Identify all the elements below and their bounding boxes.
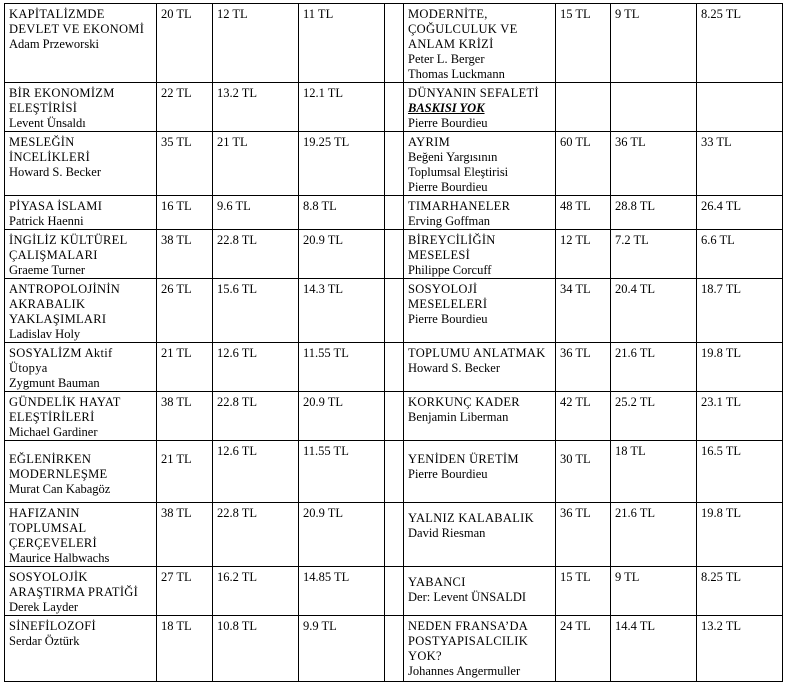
price-cell: 21.6 TL [611,503,697,567]
price-cell: 18.7 TL [697,279,783,343]
book-cell [404,503,556,567]
book-author: Pierre Bourdieu [408,467,488,481]
book-cell [5,567,157,616]
book-author: Michael Gardiner [9,425,98,439]
price-cell: 16.2 TL [213,567,299,616]
price-cell: 20.9 TL [299,230,385,279]
book-author: Patrick Haenni [9,214,84,228]
book-title: İNGİLİZ KÜLTÜREL ÇALIŞMALARI [9,233,128,262]
book-author: Levent Ünsaldı [9,116,86,130]
book-cell [5,503,157,567]
book-cell [5,343,157,392]
book-author: Pierre Bourdieu [408,116,488,130]
table-body [5,4,783,682]
book-author: Erving Goffman [408,214,491,228]
price-cell: 33 TL [697,132,783,196]
price-cell: 22.8 TL [213,503,299,567]
price-cell: 20.9 TL [299,503,385,567]
book-author: Howard S. Becker [9,165,101,179]
price-cell: 12.1 TL [299,83,385,132]
book-author: Howard S. Becker [408,361,500,375]
price-cell: 22.8 TL [213,392,299,441]
price-cell: 15 TL [556,4,611,83]
price-cell: 9 TL [611,567,697,616]
spacer-cell [385,343,404,392]
price-cell: 14.85 TL [299,567,385,616]
book-cell [5,616,157,682]
book-title: BİR EKONOMİZM ELEŞTİRİSİ [9,86,115,115]
book-title: GÜNDELİK HAYAT ELEŞTİRİLERİ [9,395,121,424]
price-cell: 9.9 TL [299,616,385,682]
book-cell [5,392,157,441]
spacer-cell [385,132,404,196]
book-title: SOSYOLOJİK ARAŞTIRMA PRATİĞİ [9,570,139,599]
price-cell: 24 TL [556,616,611,682]
price-cell: 34 TL [556,279,611,343]
price-cell: 19.8 TL [697,343,783,392]
price-cell: 22 TL [157,83,213,132]
book-cell [5,196,157,230]
table-row [5,503,783,567]
price-cell: 6.6 TL [697,230,783,279]
price-cell: 26 TL [157,279,213,343]
book-title: YALNIZ KALABALIK [408,511,534,525]
book-title: EĞLENİRKEN MODERNLEŞME [9,452,108,481]
price-cell: 28.8 TL [611,196,697,230]
price-cell: 18 TL [611,441,697,503]
price-cell: 13.2 TL [213,83,299,132]
book-author: Zygmunt Bauman [9,376,100,390]
book-title: KORKUNÇ KADER [408,395,520,409]
price-cell [611,83,697,132]
book-title: NEDEN FRANSA’DA POSTYAPISALCILIK YOK? [408,619,529,663]
book-cell [5,279,157,343]
price-cell: 36 TL [556,343,611,392]
price-cell: 20.4 TL [611,279,697,343]
price-cell: 9.6 TL [213,196,299,230]
price-cell: 36 TL [556,503,611,567]
price-cell: 19.25 TL [299,132,385,196]
book-cell [404,343,556,392]
price-cell: 8.25 TL [697,4,783,83]
price-cell: 21.6 TL [611,343,697,392]
spacer-cell [385,441,404,503]
price-cell: 13.2 TL [697,616,783,682]
book-author: Derek Layder [9,600,79,614]
book-title: SİNEFİLOZOFİ [9,619,96,633]
book-author: Ladislav Holy [9,327,81,341]
price-cell: 16.5 TL [697,441,783,503]
spacer-cell [385,503,404,567]
book-author: Graeme Turner [9,263,86,277]
price-cell: 60 TL [556,132,611,196]
price-cell: 27 TL [157,567,213,616]
book-cell [404,279,556,343]
price-cell [697,83,783,132]
book-title: TIMARHANELER [408,199,511,213]
book-title: SOSYALİZM Aktif Ütopya [9,346,113,375]
price-cell: 36 TL [611,132,697,196]
spacer-cell [385,616,404,682]
price-cell: 25.2 TL [611,392,697,441]
price-cell: 12 TL [213,4,299,83]
price-cell: 35 TL [157,132,213,196]
book-subtitle: Beğeni Yargısının Toplumsal Eleştirisi [408,150,509,179]
book-author: Thomas Luckmann [408,67,505,81]
price-cell: 20 TL [157,4,213,83]
book-author: Johannes Angermuller [408,664,521,678]
book-cell [404,441,556,503]
price-cell: 21 TL [213,132,299,196]
table-row [5,132,783,196]
price-cell: 38 TL [157,392,213,441]
price-cell: 15 TL [556,567,611,616]
book-author: Serdar Öztürk [9,634,80,648]
price-cell: 8.25 TL [697,567,783,616]
book-title: MESLEĞİN İNCELİKLERİ [9,135,91,164]
price-cell: 11.55 TL [299,441,385,503]
price-cell: 20.9 TL [299,392,385,441]
price-cell: 23.1 TL [697,392,783,441]
book-title: TOPLUMU ANLATMAK [408,346,546,360]
book-title: DÜNYANIN SEFALETİ [408,86,539,100]
spacer-cell [385,567,404,616]
price-cell: 26.4 TL [697,196,783,230]
price-cell: 14.3 TL [299,279,385,343]
book-author: David Riesman [408,526,486,540]
spacer-cell [385,4,404,83]
spacer-cell [385,83,404,132]
book-cell [404,4,556,83]
price-cell: 19.8 TL [697,503,783,567]
book-cell [404,196,556,230]
price-cell: 14.4 TL [611,616,697,682]
book-author: Pierre Bourdieu [408,180,488,194]
book-cell [5,83,157,132]
book-cell [5,230,157,279]
book-title: YENİDEN ÜRETİM [408,452,519,466]
price-cell: 11 TL [299,4,385,83]
book-author: Pierre Bourdieu [408,312,488,326]
table-row [5,441,783,503]
table-row [5,4,783,83]
book-cell [404,230,556,279]
price-cell: 7.2 TL [611,230,697,279]
price-cell: 16 TL [157,196,213,230]
price-cell [556,83,611,132]
table-row [5,616,783,682]
book-author: Adam Przeworski [9,37,99,51]
price-cell: 38 TL [157,503,213,567]
table-row [5,83,783,132]
price-cell: 15.6 TL [213,279,299,343]
table-row [5,392,783,441]
price-cell: 30 TL [556,441,611,503]
table-row [5,196,783,230]
price-cell: 12.6 TL [213,441,299,503]
book-cell [404,132,556,196]
book-title: KAPİTALİZMDE DEVLET VE EKONOMİ [9,7,145,36]
price-cell: 22.8 TL [213,230,299,279]
book-cell [404,83,556,132]
price-table [4,3,783,682]
price-cell: 9 TL [611,4,697,83]
book-title: ANTROPOLOJİNİN AKRABALIK YAKLAŞIMLARI [9,282,121,326]
spacer-cell [385,392,404,441]
book-author: Philippe Corcuff [408,263,492,277]
book-cell [404,567,556,616]
book-title: AYRIM [408,135,451,149]
book-title: PİYASA İSLAMI [9,199,103,213]
price-cell: 38 TL [157,230,213,279]
table-row [5,230,783,279]
price-cell: 18 TL [157,616,213,682]
book-author: Maurice Halbwachs [9,551,110,565]
book-title: HAFIZANIN TOPLUMSAL ÇERÇEVELERİ [9,506,98,550]
book-title: YABANCI [408,575,466,589]
price-cell: 12 TL [556,230,611,279]
spacer-cell [385,230,404,279]
price-cell: 48 TL [556,196,611,230]
book-title: BİREYCİLİĞİN MESELESİ [408,233,496,262]
price-cell: 10.8 TL [213,616,299,682]
price-cell: 42 TL [556,392,611,441]
price-cell: 21 TL [157,343,213,392]
price-cell: 12.6 TL [213,343,299,392]
book-cell [5,4,157,83]
spacer-cell [385,279,404,343]
availability-note: BASKISI YOK [408,101,485,115]
table-row [5,567,783,616]
spacer-cell [385,196,404,230]
book-author: Benjamin Liberman [408,410,509,424]
price-cell: 21 TL [157,441,213,503]
table-row [5,343,783,392]
price-cell: 8.8 TL [299,196,385,230]
book-author: Der: Levent ÜNSALDI [408,590,527,604]
book-title: MODERNİTE, ÇOĞULCULUK VE ANLAM KRİZİ [408,7,518,51]
book-cell [404,616,556,682]
book-author: Peter L. Berger [408,52,485,66]
book-cell [404,392,556,441]
book-author: Murat Can Kabagöz [9,482,111,496]
book-cell [5,441,157,503]
book-title: SOSYOLOJİ MESELELERİ [408,282,488,311]
price-cell: 11.55 TL [299,343,385,392]
book-cell [5,132,157,196]
table-row [5,279,783,343]
